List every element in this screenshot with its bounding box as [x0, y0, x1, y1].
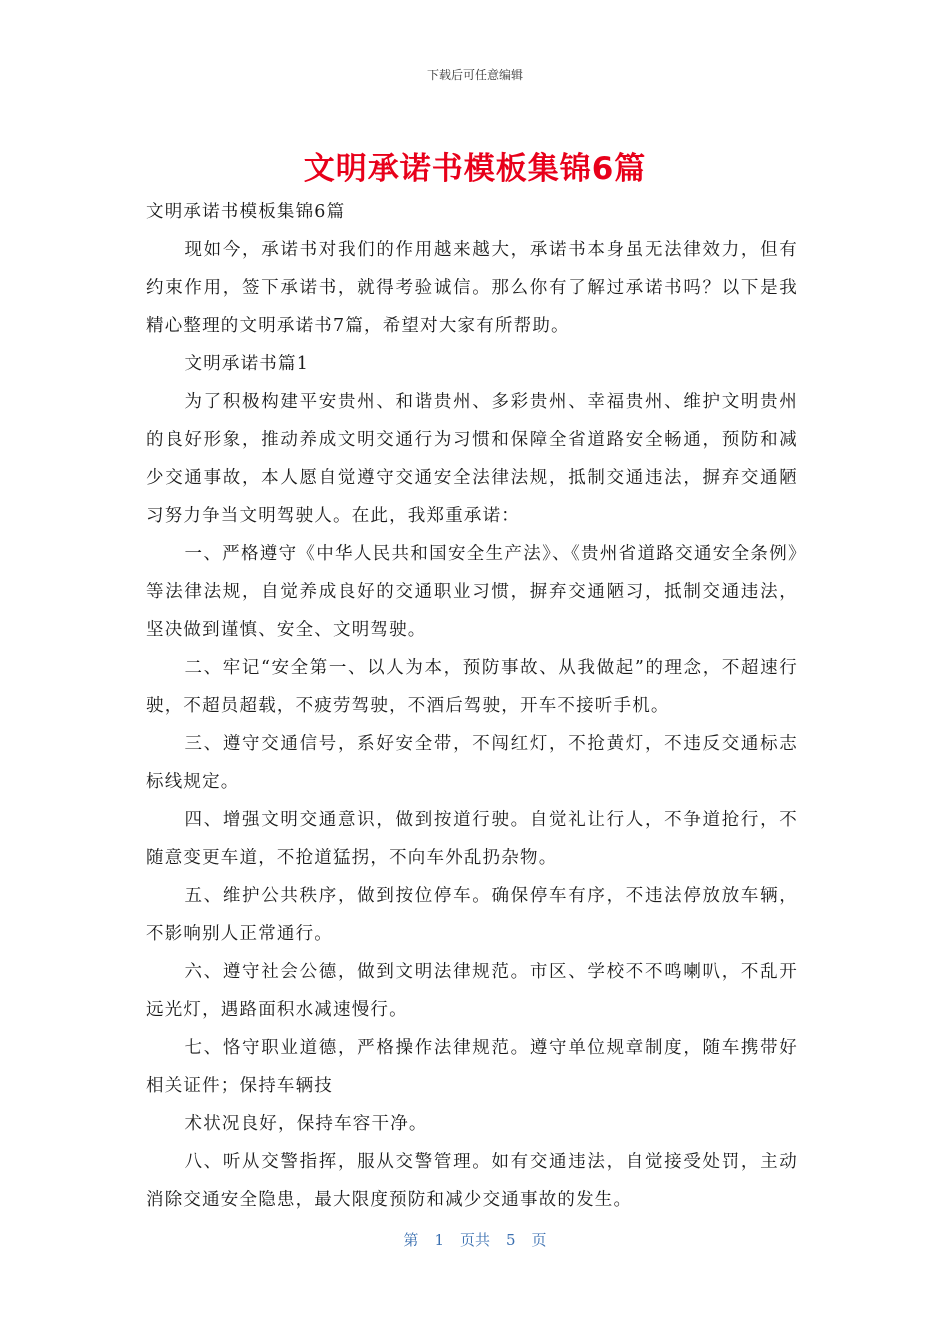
intro-paragraph: 现如今，承诺书对我们的作用越来越大，承诺书本身虽无法律效力，但有约束作用，签下承诺书，就得考验诚信。那么你有了解过承诺书吗？以下是我精心整理的文明承诺书7篇，希望对大家有所帮助。 [146, 240, 798, 336]
document-title: 文明承诺书模板集锦6篇 [303, 151, 647, 187]
pledge-item-6: 六、遵守社会公德，做到文明法律规范。市区、学校不不鸣喇叭，不乱开远光灯，遇路面积水减速慢行。 [146, 962, 798, 1020]
pledge-item-3: 三、遵守交通信号，系好安全带，不闯红灯，不抢黄灯，不违反交通标志标线规定。 [146, 734, 798, 792]
body-paragraph: 为了积极构建平安贵州、和谐贵州、多彩贵州、幸福贵州、维护文明贵州的良好形象，推动养成文明交通行为习惯和保障全省道路安全畅通，预防和减少交通事故，本人愿自觉遵守交通安全法律法规，抵制交通违法，摒弃交通陋习努力争当文明驾驶人。在此，我郑重承诺： [146, 392, 798, 526]
pledge-item-4: 四、增强文明交通意识，做到按道行驶。自觉礼让行人，不争道抢行，不随意变更车道，不抢道猛拐，不向车外乱扔杂物。 [146, 810, 798, 868]
header-note: 下载后可任意编辑 [426, 68, 523, 82]
pledge-item-7: 七、恪守职业道德，严格操作法律规范。遵守单位规章制度，随车携带好相关证件；保持车辆技 [146, 1038, 798, 1096]
footer-total-pages: 5 [506, 1231, 516, 1249]
footer-suffix: 页 [531, 1231, 547, 1249]
footer-prefix: 第 [403, 1231, 419, 1249]
page-footer [0, 1229, 950, 1250]
footer-page-number: 1 [434, 1231, 444, 1249]
pledge-item-8: 八、听从交警指挥，服从交警管理。如有交通违法，自觉接受处罚，主动消除交通安全隐患，最大限度预防和减少交通事故的发生。 [146, 1152, 798, 1210]
pledge-item-7-continued: 术状况良好，保持车容干净。 [184, 1114, 428, 1134]
pledge-item-2: 二、牢记“安全第一、以人为本，预防事故、从我做起”的理念，不超速行驶，不超员超载，不疲劳驾驶，不酒后驾驶，开车不接听手机。 [146, 658, 798, 716]
subtitle-paragraph: 文明承诺书模板集锦6篇 [146, 202, 346, 222]
pledge-item-5: 五、维护公共秩序，做到按位停车。确保停车有序，不违法停放放车辆，不影响别人正常通行。 [146, 886, 798, 944]
section-heading: 文明承诺书篇1 [184, 354, 310, 374]
document-body [146, 193, 798, 1219]
pledge-item-1: 一、严格遵守《中华人民共和国安全生产法》、《贵州省道路交通安全条例》等法律法规，自觉养成良好的交通职业习惯，摒弃交通陋习，抵制交通违法，坚决做到谨慎、安全、文明驾驶。 [146, 544, 798, 640]
footer-middle: 页共 [459, 1231, 490, 1249]
